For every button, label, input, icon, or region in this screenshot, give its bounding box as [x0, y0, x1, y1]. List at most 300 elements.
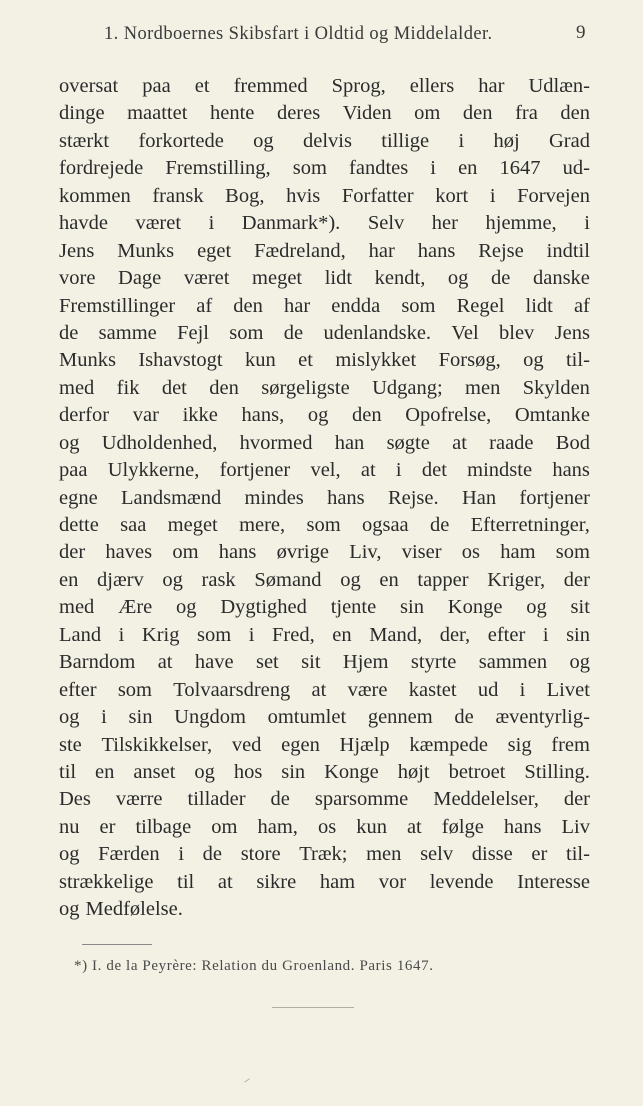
word: har [283, 294, 311, 317]
word: selv [420, 843, 454, 866]
word: sit [301, 651, 321, 674]
word: og [194, 760, 215, 783]
word: var [132, 404, 159, 427]
word: hente [209, 102, 255, 125]
word: hans [552, 459, 590, 482]
word: et [298, 349, 313, 372]
word: Regel [456, 294, 505, 317]
word: Viden [342, 102, 392, 125]
word: kastet [408, 678, 457, 701]
text-line [59, 485, 590, 512]
text-line [59, 594, 590, 621]
word: en [59, 568, 79, 591]
word: egen [281, 733, 320, 756]
word: saa [120, 514, 147, 536]
text-line [59, 100, 590, 127]
word: i [458, 129, 465, 152]
word: Grad [549, 129, 590, 152]
footnote: *) I. de la Peyrère: Relation du Groenland. Paris 1647. [74, 958, 434, 974]
word: og [447, 267, 469, 290]
word: at [452, 431, 467, 454]
word: som [401, 294, 436, 317]
word: Udholdenhed, [101, 431, 218, 454]
word: i [542, 623, 549, 646]
word: den [233, 294, 263, 317]
word: forkortede [138, 129, 224, 152]
word: Konge [447, 596, 503, 619]
word: en [379, 568, 399, 591]
word: at [360, 459, 376, 482]
word: styrte [410, 651, 457, 674]
word: danske [532, 267, 590, 290]
word: samme [98, 321, 157, 344]
word: at [157, 651, 173, 674]
word: Dygtighed [220, 596, 307, 619]
word: med [59, 596, 95, 619]
text-line [59, 539, 590, 566]
word: eget [197, 239, 232, 262]
word: kun [245, 349, 276, 372]
word: men [465, 376, 501, 399]
word: Hjem [342, 651, 389, 674]
word: om [172, 541, 199, 564]
word: hans, [241, 404, 285, 427]
running-header: 1. Nordboernes Skibsfart i Oldtid og Middelalder. [104, 24, 493, 44]
word: Livet [546, 678, 590, 701]
word: i [118, 623, 125, 646]
word: indtil [546, 239, 590, 262]
word: her [431, 212, 458, 235]
word: ham [319, 870, 356, 893]
word: Jens [554, 321, 590, 344]
word: os [317, 815, 337, 838]
text-line [59, 869, 590, 896]
word: hans [327, 486, 365, 509]
word: Opofrelse, [405, 404, 492, 427]
word: ud [477, 678, 499, 701]
text-line [59, 649, 590, 676]
word: Udlæn- [528, 75, 590, 97]
word: Medfølelse. [85, 898, 183, 921]
word: raade [489, 431, 534, 454]
word: Sprog, [331, 75, 386, 97]
word: Rejse. [387, 486, 439, 509]
paper-speck [244, 1078, 249, 1082]
word: hans [503, 815, 542, 838]
word: i [489, 184, 496, 207]
word: mislykket [335, 349, 417, 372]
word: at [406, 815, 422, 838]
word: Han [461, 486, 497, 509]
word: udenlandske. [323, 321, 432, 344]
word: men [366, 843, 402, 866]
word: Ishavstogt [138, 349, 223, 372]
word: som [555, 541, 590, 564]
word: Fred, [272, 623, 315, 646]
word: være [347, 678, 388, 701]
text-line [59, 128, 590, 155]
word: vel, [310, 459, 341, 482]
word: til [177, 870, 195, 893]
word: sig [507, 733, 532, 756]
word: og [59, 706, 80, 729]
word: disse [471, 843, 513, 866]
word: i [208, 212, 215, 235]
word: og [340, 568, 361, 591]
word: tillige [381, 129, 430, 152]
text-line [59, 704, 590, 731]
text-line [59, 786, 590, 813]
word: Fædreland, [254, 239, 346, 262]
word: Munks [59, 349, 116, 372]
word: tillader [187, 788, 246, 811]
word: af [196, 294, 213, 317]
word: om [414, 102, 441, 125]
word: Fejl [177, 321, 209, 344]
word: søgte [386, 431, 430, 454]
word: vore [59, 267, 96, 290]
word: i [430, 157, 436, 180]
word: Land [59, 623, 102, 646]
word: og [59, 898, 80, 921]
word: ikke [182, 404, 218, 427]
text-line [59, 347, 590, 374]
word: og [176, 596, 197, 619]
word: djærv [97, 568, 144, 591]
word: Liv [561, 815, 590, 838]
word: har [478, 75, 505, 97]
word: og [526, 596, 547, 619]
word: fortjener [219, 459, 291, 482]
word: fordrejede [59, 157, 144, 180]
word: tilbage [135, 815, 192, 838]
word: af [573, 294, 590, 317]
word: Omtanke [514, 404, 590, 427]
page-end-rule [272, 1007, 354, 1008]
word: og [569, 651, 590, 674]
word: Stilling. [524, 760, 590, 783]
word: en [332, 623, 352, 646]
word: hos [233, 760, 263, 783]
word: lidt [324, 267, 353, 290]
word: nu [59, 815, 80, 838]
text-line [59, 896, 590, 923]
word: tapper [417, 568, 469, 591]
word: og [162, 568, 183, 591]
word: ste [59, 733, 82, 756]
word: kæmpede [409, 733, 488, 756]
footnote-separator [82, 944, 152, 945]
word: maattet [127, 102, 188, 125]
word: Vel [451, 321, 479, 344]
word: og [307, 404, 329, 427]
word: Forfatter [341, 184, 414, 207]
word: kommen [59, 184, 131, 207]
word: mindes [244, 486, 304, 509]
word: Rejse [478, 239, 524, 262]
word: hvormed [239, 431, 313, 454]
word: Skylden [522, 376, 590, 399]
word: Krig [141, 623, 180, 646]
word: Forsøg, [438, 349, 501, 372]
word: værre [115, 788, 163, 811]
word: Tilskikkelser, [101, 733, 213, 756]
word: 1647 [499, 157, 541, 180]
word: ellers [409, 75, 455, 97]
word: paa [59, 459, 88, 482]
word: lidt [525, 294, 553, 317]
word: i [101, 706, 107, 729]
text-line [59, 814, 590, 841]
word: blev [499, 321, 535, 344]
word: en [95, 760, 115, 783]
word: gennem [367, 706, 433, 729]
word: Mand, [369, 623, 423, 646]
text-line [59, 732, 590, 759]
word: Bog, [225, 184, 265, 207]
word: i [519, 678, 526, 701]
word: paa [142, 75, 171, 97]
word: som [117, 678, 153, 701]
text-line [59, 677, 590, 704]
text-line [59, 183, 590, 210]
word: kun [356, 815, 387, 838]
text-line [59, 265, 590, 292]
word: Liv, [349, 541, 382, 564]
word: ham [500, 541, 536, 564]
word: i [584, 212, 590, 235]
word: Danmark*). [241, 212, 341, 235]
word: sparsomme [314, 788, 409, 811]
word: sammen [478, 651, 548, 674]
text-line [59, 73, 590, 100]
word: Ungdom [174, 706, 246, 729]
word: delvis [302, 129, 352, 152]
word: i [178, 843, 185, 866]
word: ogsaa [361, 514, 409, 536]
word: Sømand [254, 568, 322, 591]
word: til- [565, 349, 590, 372]
word: sit [570, 596, 590, 619]
word: der [563, 788, 590, 811]
text-line [59, 430, 590, 457]
word: fransk [152, 184, 204, 207]
word: dette [59, 514, 99, 536]
text-line [59, 238, 590, 265]
word: fra [515, 102, 538, 125]
word: stærkt [59, 129, 110, 152]
word: i [248, 623, 255, 646]
word: de [491, 267, 511, 290]
word: levende [429, 870, 494, 893]
word: sin [281, 760, 306, 783]
word: sikre [256, 870, 297, 893]
word: han [334, 431, 365, 454]
word: som [229, 321, 264, 344]
text-line [59, 567, 590, 594]
word: er [531, 843, 548, 866]
word: viser [401, 541, 442, 564]
word: Fremstilling, [165, 157, 271, 180]
word: Dage [118, 267, 162, 290]
page-number: 9 [576, 22, 586, 43]
word: Barndom [59, 651, 136, 674]
word: følge [441, 815, 484, 838]
word: den [560, 102, 590, 125]
word: Efterretninger, [470, 514, 590, 536]
word: de [283, 321, 304, 344]
word: dinge [59, 102, 105, 125]
word: rask [201, 568, 236, 591]
text-line [59, 375, 590, 402]
word: Tolvaarsdreng [173, 678, 291, 701]
word: hans [417, 239, 456, 262]
word: tjente [330, 596, 377, 619]
body-text [59, 73, 590, 924]
word: Meddelelser, [433, 788, 539, 811]
word: havde [59, 212, 108, 235]
word: deres [276, 102, 321, 125]
word: kendt, [374, 267, 426, 290]
word: højt [397, 760, 430, 783]
word: mindste [467, 459, 533, 482]
word: sin [400, 596, 424, 619]
text-line [59, 402, 590, 429]
word: Landsmænd [121, 486, 222, 509]
word: derfor [59, 404, 110, 427]
text-line [59, 210, 590, 237]
word: Jens [59, 239, 95, 262]
word: og [523, 349, 544, 372]
text-line [59, 622, 590, 649]
word: der, [439, 623, 471, 646]
word: sin [128, 706, 153, 729]
word: som [197, 623, 232, 646]
word: Udgang; [372, 376, 443, 399]
word: Færden [98, 843, 160, 866]
text-line [59, 457, 590, 484]
word: sin [566, 623, 590, 646]
text-line [59, 293, 590, 320]
word: oversat [59, 75, 119, 97]
word: kort [435, 184, 469, 207]
word: i [395, 459, 402, 482]
word: Fremstillinger [59, 294, 176, 317]
word: os [461, 541, 481, 564]
word: de [59, 321, 79, 344]
word: ved [231, 733, 262, 756]
word: de [270, 788, 290, 811]
word: fremmed [233, 75, 308, 97]
word: Munks [117, 239, 175, 262]
word: meget [252, 267, 303, 290]
word: der [59, 541, 86, 564]
word: Des [59, 788, 91, 811]
word: været [183, 267, 230, 290]
word: som [306, 514, 341, 536]
word: fik [116, 376, 140, 399]
word: haves [105, 541, 153, 564]
word: sørgeligste [261, 376, 350, 399]
word: at [217, 870, 233, 893]
word: Træk; [299, 843, 348, 866]
word: om [211, 815, 238, 838]
word: efter [487, 623, 526, 646]
word: den [351, 404, 382, 427]
text-line [59, 320, 590, 347]
word: Hjælp [339, 733, 390, 756]
word: som [292, 157, 327, 180]
word: høj [493, 129, 520, 152]
word: vor [378, 870, 407, 893]
text-line [59, 155, 590, 182]
word: Konge [324, 760, 379, 783]
word: hvis [286, 184, 321, 207]
word: egne [59, 486, 98, 509]
word: til [59, 760, 77, 783]
word: og [59, 843, 80, 866]
word: frem [551, 733, 590, 756]
word: det [421, 459, 447, 482]
text-line [59, 841, 590, 868]
text-line [59, 512, 590, 539]
word: Forvejen [517, 184, 590, 207]
word: det [161, 376, 187, 399]
word: Ære [118, 596, 153, 619]
word: anset [133, 760, 176, 783]
word: et [194, 75, 210, 97]
word: Bod [555, 431, 590, 454]
word: store [240, 843, 281, 866]
word: efter [59, 678, 97, 701]
word: Ulykkerne, [107, 459, 200, 482]
word: æventyrlig- [495, 706, 590, 729]
word: en [458, 157, 478, 180]
word: set [255, 651, 279, 674]
word: fandtes [349, 157, 409, 180]
word: de [429, 514, 450, 536]
word: strækkelige [59, 870, 154, 893]
word: betroet [448, 760, 506, 783]
text-line [59, 759, 590, 786]
word: har [368, 239, 395, 262]
word: Selv [367, 212, 405, 235]
word: de [454, 706, 474, 729]
word: og [253, 129, 274, 152]
word: og [59, 431, 80, 454]
word: er [99, 815, 116, 838]
word: øvrige [276, 541, 329, 564]
word: at [311, 678, 327, 701]
word: ham, [257, 815, 298, 838]
word: fortjener [519, 486, 590, 509]
word: til- [566, 843, 590, 866]
word: endda [331, 294, 381, 317]
word: Interesse [517, 870, 590, 893]
word: Kriger, [487, 568, 546, 591]
word: have [194, 651, 234, 674]
word: meget [167, 514, 218, 536]
word: de [202, 843, 223, 866]
word: med [59, 376, 95, 399]
word: den [209, 376, 239, 399]
word: hans [218, 541, 257, 564]
word: den [462, 102, 493, 125]
word: hjemme, [485, 212, 557, 235]
word: ud- [562, 157, 590, 180]
word: der [563, 568, 590, 591]
word: omtumlet [267, 706, 347, 729]
